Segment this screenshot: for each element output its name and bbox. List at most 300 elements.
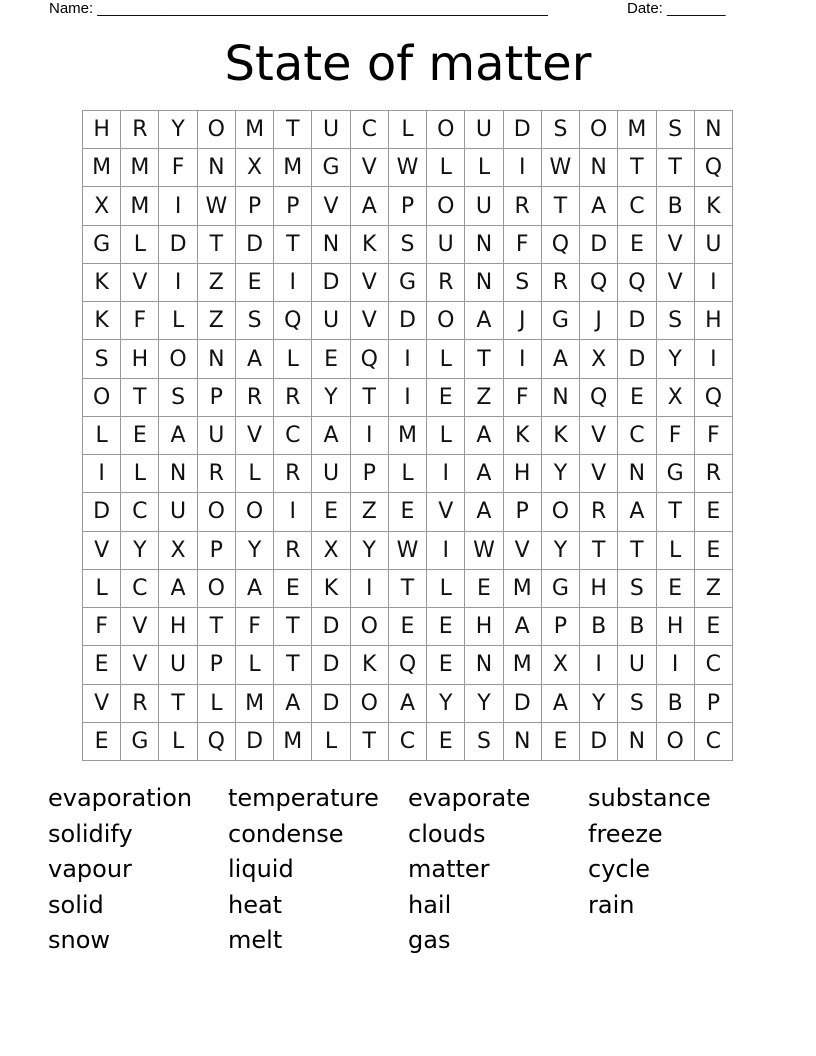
grid-cell: R	[198, 455, 236, 493]
grid-cell: D	[580, 723, 618, 761]
grid-cell: E	[618, 226, 656, 264]
grid-cell: F	[159, 149, 197, 187]
grid-cell: L	[159, 723, 197, 761]
grid-cell: L	[312, 723, 350, 761]
grid-cell: K	[695, 187, 733, 225]
grid-cell: V	[83, 685, 121, 723]
grid-cell: V	[351, 149, 389, 187]
grid-cell: J	[504, 302, 542, 340]
grid-cell: L	[121, 455, 159, 493]
grid-cell: L	[83, 570, 121, 608]
grid-cell: L	[389, 455, 427, 493]
word-bank-item: matter	[408, 855, 490, 883]
word-bank-item: evaporation	[48, 784, 193, 812]
grid-cell: C	[274, 417, 312, 455]
grid-cell: E	[83, 646, 121, 684]
grid-cell: M	[618, 111, 656, 149]
grid-cell: L	[657, 532, 695, 570]
grid-cell: G	[312, 149, 350, 187]
word-bank-item: substance	[588, 784, 711, 812]
grid-cell: D	[504, 685, 542, 723]
grid-cell: V	[504, 532, 542, 570]
grid-cell: A	[236, 570, 274, 608]
grid-cell: E	[695, 493, 733, 531]
grid-cell: U	[465, 111, 503, 149]
grid-cell: I	[427, 455, 465, 493]
grid-cell: V	[121, 646, 159, 684]
grid-cell: S	[83, 340, 121, 378]
grid-cell: M	[121, 149, 159, 187]
grid-cell: U	[312, 455, 350, 493]
grid-cell: E	[389, 608, 427, 646]
grid-cell: D	[312, 646, 350, 684]
grid-cell: O	[351, 608, 389, 646]
grid-cell: Y	[427, 685, 465, 723]
grid-cell: B	[657, 685, 695, 723]
grid-cell: H	[657, 608, 695, 646]
grid-cell: W	[465, 532, 503, 570]
grid-cell: U	[695, 226, 733, 264]
grid-cell: O	[351, 685, 389, 723]
grid-cell: Y	[121, 532, 159, 570]
grid-cell: T	[274, 608, 312, 646]
grid-cell: G	[83, 226, 121, 264]
grid-cell: O	[236, 493, 274, 531]
grid-cell: H	[159, 608, 197, 646]
grid-cell: A	[274, 685, 312, 723]
grid-cell: Z	[695, 570, 733, 608]
grid-cell: L	[83, 417, 121, 455]
grid-cell: Q	[351, 340, 389, 378]
grid-cell: V	[427, 493, 465, 531]
grid-cell: T	[274, 226, 312, 264]
grid-cell: T	[542, 187, 580, 225]
grid-cell: A	[465, 302, 503, 340]
grid-cell: K	[542, 417, 580, 455]
grid-cell: F	[504, 226, 542, 264]
grid-cell: D	[83, 493, 121, 531]
grid-cell: E	[657, 570, 695, 608]
grid-cell: O	[542, 493, 580, 531]
grid-cell: S	[657, 302, 695, 340]
grid-cell: Q	[198, 723, 236, 761]
grid-cell: J	[580, 302, 618, 340]
grid-cell: B	[580, 608, 618, 646]
grid-cell: X	[236, 149, 274, 187]
grid-cell: O	[427, 111, 465, 149]
grid-cell: H	[504, 455, 542, 493]
grid-cell: T	[198, 226, 236, 264]
grid-cell: K	[83, 264, 121, 302]
grid-cell: S	[657, 111, 695, 149]
word-bank-item: vapour	[48, 855, 132, 883]
grid-cell: A	[580, 187, 618, 225]
grid-cell: V	[236, 417, 274, 455]
grid-cell: N	[198, 340, 236, 378]
grid-cell: D	[618, 340, 656, 378]
grid-cell: A	[542, 340, 580, 378]
grid-cell: T	[465, 340, 503, 378]
page-title: State of matter	[224, 36, 592, 92]
grid-cell: N	[542, 379, 580, 417]
grid-cell: R	[580, 493, 618, 531]
grid-cell: H	[695, 302, 733, 340]
grid-cell: F	[504, 379, 542, 417]
grid-cell: Q	[695, 149, 733, 187]
grid-cell: M	[83, 149, 121, 187]
grid-cell: K	[312, 570, 350, 608]
grid-cell: V	[580, 417, 618, 455]
grid-cell: H	[580, 570, 618, 608]
grid-cell: A	[542, 685, 580, 723]
grid-cell: L	[121, 226, 159, 264]
grid-cell: N	[618, 723, 656, 761]
grid-cell: C	[351, 111, 389, 149]
word-bank-item: melt	[228, 926, 283, 954]
word-bank-item: heat	[228, 890, 283, 919]
grid-cell: G	[121, 723, 159, 761]
grid-cell: L	[159, 302, 197, 340]
grid-cell: L	[427, 570, 465, 608]
grid-cell: C	[121, 493, 159, 531]
grid-cell: T	[389, 570, 427, 608]
grid-cell: X	[657, 379, 695, 417]
grid-cell: S	[236, 302, 274, 340]
grid-cell: R	[274, 532, 312, 570]
grid-cell: E	[83, 723, 121, 761]
grid-cell: L	[465, 149, 503, 187]
grid-cell: O	[159, 340, 197, 378]
word-bank-item: hail	[408, 890, 452, 919]
grid-cell: P	[198, 379, 236, 417]
grid-cell: T	[618, 532, 656, 570]
grid-cell: O	[198, 570, 236, 608]
grid-cell: E	[695, 532, 733, 570]
grid-cell: K	[504, 417, 542, 455]
grid-cell: P	[198, 646, 236, 684]
grid-cell: K	[83, 302, 121, 340]
grid-cell: A	[465, 455, 503, 493]
grid-cell: L	[236, 646, 274, 684]
grid-cell: C	[121, 570, 159, 608]
grid-cell: I	[351, 570, 389, 608]
grid-cell: E	[274, 570, 312, 608]
grid-cell: S	[389, 226, 427, 264]
grid-cell: A	[236, 340, 274, 378]
grid-cell: Q	[542, 226, 580, 264]
grid-cell: P	[389, 187, 427, 225]
grid-cell: G	[657, 455, 695, 493]
grid-cell: Q	[618, 264, 656, 302]
grid-cell: N	[465, 646, 503, 684]
word-bank-item: temperature	[228, 784, 379, 812]
grid-cell: R	[274, 379, 312, 417]
grid-cell: I	[159, 264, 197, 302]
grid-cell: N	[465, 226, 503, 264]
grid-cell: S	[618, 570, 656, 608]
grid-cell: P	[695, 685, 733, 723]
grid-cell: I	[695, 340, 733, 378]
grid-cell: D	[504, 111, 542, 149]
grid-cell: T	[580, 532, 618, 570]
grid-cell: Y	[542, 532, 580, 570]
grid-cell: R	[121, 111, 159, 149]
grid-cell: U	[312, 302, 350, 340]
grid-cell: L	[274, 340, 312, 378]
grid-cell: X	[159, 532, 197, 570]
grid-cell: R	[542, 264, 580, 302]
grid-cell: A	[389, 685, 427, 723]
name-line: Name: ______________________________________________________	[49, 0, 548, 17]
grid-cell: Z	[465, 379, 503, 417]
grid-cell: T	[121, 379, 159, 417]
grid-cell: U	[427, 226, 465, 264]
grid-cell: T	[351, 379, 389, 417]
grid-cell: M	[504, 570, 542, 608]
letter-grid	[82, 110, 733, 761]
grid-cell: D	[236, 723, 274, 761]
grid-cell: D	[312, 685, 350, 723]
grid-cell: I	[389, 340, 427, 378]
grid-cell: Y	[351, 532, 389, 570]
grid-cell: Q	[389, 646, 427, 684]
grid-cell: P	[504, 493, 542, 531]
grid-cell: Q	[695, 379, 733, 417]
grid-cell: N	[312, 226, 350, 264]
grid-cell: I	[159, 187, 197, 225]
grid-cell: O	[657, 723, 695, 761]
grid-cell: P	[274, 187, 312, 225]
grid-cell: A	[504, 608, 542, 646]
grid-cell: U	[198, 417, 236, 455]
grid-cell: S	[504, 264, 542, 302]
grid-cell: T	[351, 723, 389, 761]
grid-cell: N	[618, 455, 656, 493]
grid-cell: O	[198, 111, 236, 149]
grid-cell: M	[274, 723, 312, 761]
word-bank-item: freeze	[588, 819, 663, 848]
grid-cell: P	[542, 608, 580, 646]
grid-cell: E	[312, 493, 350, 531]
grid-cell: G	[389, 264, 427, 302]
grid-cell: N	[695, 111, 733, 149]
grid-cell: M	[274, 149, 312, 187]
grid-cell: I	[83, 455, 121, 493]
word-bank-item: rain	[588, 890, 635, 919]
grid-cell: F	[657, 417, 695, 455]
grid-cell: R	[695, 455, 733, 493]
grid-cell: Z	[351, 493, 389, 531]
grid-cell: L	[427, 340, 465, 378]
grid-cell: I	[351, 417, 389, 455]
grid-cell: Z	[198, 264, 236, 302]
grid-cell: U	[159, 646, 197, 684]
grid-cell: E	[427, 723, 465, 761]
grid-cell: S	[542, 111, 580, 149]
grid-cell: I	[657, 646, 695, 684]
grid-cell: X	[312, 532, 350, 570]
grid-cell: I	[580, 646, 618, 684]
grid-cell: T	[159, 685, 197, 723]
grid-cell: X	[542, 646, 580, 684]
grid-cell: I	[504, 340, 542, 378]
grid-cell: F	[121, 302, 159, 340]
word-bank-item: liquid	[228, 855, 294, 883]
grid-cell: Q	[580, 379, 618, 417]
grid-cell: B	[618, 608, 656, 646]
grid-cell: R	[121, 685, 159, 723]
grid-cell: N	[159, 455, 197, 493]
grid-cell: Y	[312, 379, 350, 417]
grid-cell: A	[312, 417, 350, 455]
grid-cell: O	[83, 379, 121, 417]
grid-cell: L	[236, 455, 274, 493]
grid-cell: V	[121, 608, 159, 646]
grid-cell: P	[236, 187, 274, 225]
grid-cell: L	[198, 685, 236, 723]
grid-cell: E	[427, 646, 465, 684]
grid-cell: E	[121, 417, 159, 455]
grid-cell: U	[465, 187, 503, 225]
grid-cell: C	[618, 417, 656, 455]
grid-cell: V	[657, 264, 695, 302]
grid-cell: E	[618, 379, 656, 417]
grid-cell: G	[542, 570, 580, 608]
grid-cell: R	[236, 379, 274, 417]
grid-cell: R	[427, 264, 465, 302]
word-bank-item: solid	[48, 890, 104, 919]
grid-cell: T	[198, 608, 236, 646]
grid-cell: C	[618, 187, 656, 225]
grid-cell: F	[83, 608, 121, 646]
grid-cell: C	[695, 646, 733, 684]
grid-cell: I	[504, 149, 542, 187]
grid-cell: U	[618, 646, 656, 684]
word-bank	[48, 782, 768, 960]
grid-cell: Y	[657, 340, 695, 378]
grid-cell: A	[351, 187, 389, 225]
grid-cell: V	[312, 187, 350, 225]
grid-cell: T	[618, 149, 656, 187]
grid-cell: W	[389, 149, 427, 187]
grid-cell: N	[504, 723, 542, 761]
grid-cell: M	[389, 417, 427, 455]
grid-cell: X	[580, 340, 618, 378]
grid-cell: N	[465, 264, 503, 302]
grid-cell: Y	[542, 455, 580, 493]
grid-cell: S	[465, 723, 503, 761]
grid-cell: M	[121, 187, 159, 225]
grid-cell: M	[236, 685, 274, 723]
grid-cell: R	[504, 187, 542, 225]
grid-cell: Y	[236, 532, 274, 570]
grid-cell: A	[618, 493, 656, 531]
grid-cell: A	[465, 417, 503, 455]
grid-cell: L	[389, 111, 427, 149]
word-bank-item: cycle	[588, 855, 651, 883]
grid-cell: V	[580, 455, 618, 493]
grid-cell: X	[83, 187, 121, 225]
grid-cell: P	[351, 455, 389, 493]
grid-cell: N	[580, 149, 618, 187]
grid-cell: Q	[580, 264, 618, 302]
grid-cell: H	[83, 111, 121, 149]
grid-cell: W	[389, 532, 427, 570]
grid-cell: I	[695, 264, 733, 302]
grid-cell: H	[121, 340, 159, 378]
grid-cell: M	[236, 111, 274, 149]
grid-cell: I	[389, 379, 427, 417]
grid-cell: D	[580, 226, 618, 264]
grid-cell: V	[657, 226, 695, 264]
word-bank-item: evaporate	[408, 784, 531, 812]
date-line: Date: _______	[627, 0, 726, 17]
grid-cell: E	[312, 340, 350, 378]
word-bank-item: gas	[408, 926, 451, 954]
grid-cell: D	[236, 226, 274, 264]
grid-cell: P	[198, 532, 236, 570]
grid-cell: U	[312, 111, 350, 149]
grid-cell: A	[159, 417, 197, 455]
grid-cell: A	[465, 493, 503, 531]
grid-cell: L	[427, 149, 465, 187]
grid-cell: O	[198, 493, 236, 531]
word-bank-item: snow	[48, 926, 111, 954]
grid-cell: V	[83, 532, 121, 570]
grid-cell: Z	[198, 302, 236, 340]
grid-cell: A	[159, 570, 197, 608]
grid-cell: Y	[465, 685, 503, 723]
grid-cell: O	[427, 187, 465, 225]
grid-cell: V	[351, 302, 389, 340]
grid-cell: W	[542, 149, 580, 187]
grid-cell: H	[465, 608, 503, 646]
grid-cell: I	[427, 532, 465, 570]
grid-cell: K	[351, 226, 389, 264]
grid-cell: U	[159, 493, 197, 531]
grid-cell: Y	[580, 685, 618, 723]
grid-cell: Y	[159, 111, 197, 149]
grid-cell: C	[389, 723, 427, 761]
grid-cell: M	[504, 646, 542, 684]
grid-cell: T	[657, 149, 695, 187]
grid-cell: N	[198, 149, 236, 187]
grid-cell: W	[198, 187, 236, 225]
grid-cell: V	[351, 264, 389, 302]
grid-cell: F	[236, 608, 274, 646]
grid-cell: O	[427, 302, 465, 340]
grid-cell: I	[274, 493, 312, 531]
grid-cell: F	[695, 417, 733, 455]
grid-cell: T	[274, 646, 312, 684]
grid-cell: S	[618, 685, 656, 723]
grid-cell: Q	[274, 302, 312, 340]
grid-cell: D	[159, 226, 197, 264]
grid-cell: E	[465, 570, 503, 608]
grid-cell: E	[695, 608, 733, 646]
grid-cell: B	[657, 187, 695, 225]
grid-cell: D	[389, 302, 427, 340]
grid-cell: G	[542, 302, 580, 340]
grid-cell: I	[274, 264, 312, 302]
grid-cell: T	[657, 493, 695, 531]
grid-cell: T	[274, 111, 312, 149]
grid-cell: D	[312, 608, 350, 646]
grid-cell: V	[121, 264, 159, 302]
grid-cell: C	[695, 723, 733, 761]
word-bank-item: solidify	[48, 819, 133, 848]
word-bank-item: clouds	[408, 819, 486, 848]
